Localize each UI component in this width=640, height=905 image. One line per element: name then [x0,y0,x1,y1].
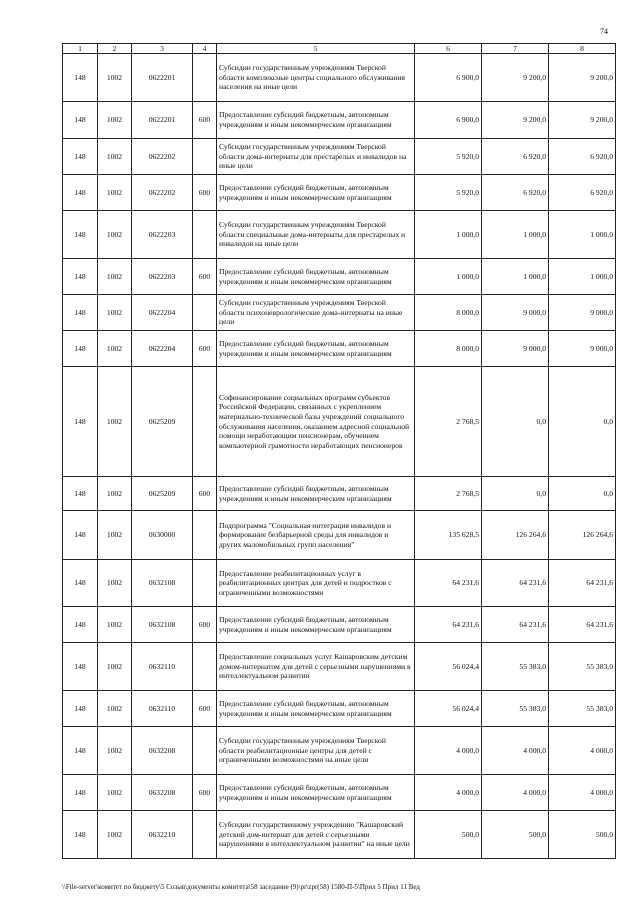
amount-col8-cell: 64 231,6 [549,607,616,643]
amount-col7-cell: 55 383,0 [482,643,549,691]
expense-type-cell [193,560,217,607]
description-cell: Предоставление субсидий бюджетным, автономным учреждениям и иным некоммерческим организациям [217,775,415,811]
description-cell: Предоставление субсидий бюджетным, автономным учреждениям и иным некоммерческим организациям [217,477,415,511]
amount-col6-cell: 64 231,6 [415,560,482,607]
expense-type-cell: 600 [193,259,217,295]
expense-type-cell: 600 [193,331,217,367]
target-code-cell: 0622201 [132,102,193,139]
description-cell: Субсидии государственным учреждениям Тверской области реабилитационные центры для детей с ограниченными возможностями на иные цели [217,727,415,775]
amount-col7-cell: 4 000,0 [482,775,549,811]
amount-col6-cell: 4 000,0 [415,727,482,775]
amount-col8-cell: 4 000,0 [549,775,616,811]
amount-col7-cell: 1 000,0 [482,259,549,295]
description-cell: Субсидии государственным учреждениям Тверской области психоневрологические дома-интернаты на иные цели [217,295,415,331]
section-code-cell: 1002 [98,811,132,859]
target-code-cell: 0622201 [132,54,193,102]
ministry-code-cell: 148 [63,691,98,727]
amount-col7-cell: 4 000,0 [482,727,549,775]
ministry-code-cell: 148 [63,607,98,643]
description-cell: Предоставление субсидий бюджетным, автономным учреждениям и иным некоммерческим организациям [217,102,415,139]
column-header: 2 [98,44,132,54]
section-code-cell: 1002 [98,295,132,331]
expense-type-cell [193,727,217,775]
expense-type-cell [193,139,217,175]
column-header: 6 [415,44,482,54]
target-code-cell: 0632110 [132,691,193,727]
expense-type-cell: 600 [193,607,217,643]
target-code-cell: 0632210 [132,811,193,859]
target-code-cell: 0632108 [132,607,193,643]
amount-col7-cell: 64 231,6 [482,560,549,607]
ministry-code-cell: 148 [63,175,98,211]
section-code-cell: 1002 [98,367,132,477]
table-row [63,211,616,259]
table-row [63,607,616,643]
section-code-cell: 1002 [98,259,132,295]
target-code-cell: 0632108 [132,560,193,607]
ministry-code-cell: 148 [63,54,98,102]
ministry-code-cell: 148 [63,211,98,259]
target-code-cell: 0625209 [132,367,193,477]
ministry-code-cell: 148 [63,643,98,691]
amount-col6-cell: 6 900,0 [415,54,482,102]
ministry-code-cell: 148 [63,102,98,139]
description-cell: Субсидии государственным учреждениям Тверской области комплексные центры социального обслуживания населения на иные цели [217,54,415,102]
amount-col7-cell: 9 200,0 [482,54,549,102]
amount-col8-cell: 1 000,0 [549,259,616,295]
header-row [63,44,616,54]
amount-col8-cell: 6 920,0 [549,175,616,211]
expense-type-cell [193,367,217,477]
amount-col7-cell: 6 920,0 [482,139,549,175]
description-cell: Предоставление субсидий бюджетным, автономным учреждениям и иным некоммерческим организациям [217,607,415,643]
amount-col6-cell: 5 920,0 [415,175,482,211]
target-code-cell: 0622203 [132,259,193,295]
amount-col7-cell: 0,0 [482,367,549,477]
description-cell: Предоставление субсидий бюджетным, автономным учреждениям и иным некоммерческим организациям [217,331,415,367]
amount-col7-cell: 9 000,0 [482,295,549,331]
description-cell: Предоставление социальных услуг Кашаровским детским домом-интернатом для детей с серьезными нарушениями в интеллектуальном развитии [217,643,415,691]
ministry-code-cell: 148 [63,811,98,859]
page-number: 74 [600,27,608,36]
table-row [63,691,616,727]
ministry-code-cell: 148 [63,560,98,607]
amount-col8-cell: 9 200,0 [549,102,616,139]
amount-col8-cell: 64 231,6 [549,560,616,607]
amount-col8-cell: 55 383,0 [549,691,616,727]
section-code-cell: 1002 [98,175,132,211]
section-code-cell: 1002 [98,139,132,175]
amount-col8-cell: 4 000,0 [549,727,616,775]
amount-col6-cell: 5 920,0 [415,139,482,175]
section-code-cell: 1002 [98,607,132,643]
table-row [63,259,616,295]
amount-col6-cell: 56 024,4 [415,691,482,727]
expense-type-cell [193,211,217,259]
table-row [63,139,616,175]
section-code-cell: 1002 [98,560,132,607]
amount-col6-cell: 8 000,0 [415,295,482,331]
target-code-cell: 0632110 [132,643,193,691]
table-row [63,54,616,102]
amount-col8-cell: 1 000,0 [549,211,616,259]
section-code-cell: 1002 [98,102,132,139]
amount-col6-cell: 6 900,0 [415,102,482,139]
expense-type-cell: 600 [193,691,217,727]
table-row [63,560,616,607]
ministry-code-cell: 148 [63,259,98,295]
table-row [63,775,616,811]
amount-col8-cell: 9 000,0 [549,331,616,367]
ministry-code-cell: 148 [63,367,98,477]
target-code-cell: 0625209 [132,477,193,511]
ministry-code-cell: 148 [63,477,98,511]
amount-col7-cell: 126 264,6 [482,511,549,560]
column-header: 5 [217,44,415,54]
ministry-code-cell: 148 [63,727,98,775]
expense-type-cell [193,54,217,102]
description-cell: Предоставление реабилитационных услуг в реабилитационных центрах для детей и подростков с ограниченными возможностями [217,560,415,607]
table-row [63,367,616,477]
description-cell: Субсидии государственному учреждению "Кашаровский детский дом-интернат для детей с серьезными нарушениями в интеллектуальном развитии" на иные цели [217,811,415,859]
section-code-cell: 1002 [98,331,132,367]
target-code-cell: 0622203 [132,211,193,259]
amount-col6-cell: 2 768,5 [415,477,482,511]
amount-col7-cell: 9 000,0 [482,331,549,367]
section-code-cell: 1002 [98,54,132,102]
amount-col8-cell: 9 000,0 [549,295,616,331]
table-row [63,811,616,859]
amount-col7-cell: 64 231,6 [482,607,549,643]
amount-col6-cell: 135 628,5 [415,511,482,560]
amount-col7-cell: 500,0 [482,811,549,859]
expense-type-cell: 600 [193,102,217,139]
table-row [63,295,616,331]
amount-col7-cell: 6 920,0 [482,175,549,211]
expense-type-cell [193,511,217,560]
ministry-code-cell: 148 [63,511,98,560]
target-code-cell: 0622204 [132,295,193,331]
expense-type-cell [193,811,217,859]
expense-type-cell: 600 [193,477,217,511]
expense-type-cell [193,295,217,331]
ministry-code-cell: 148 [63,775,98,811]
target-code-cell: 0622204 [132,331,193,367]
table-row [63,175,616,211]
section-code-cell: 1002 [98,477,132,511]
target-code-cell: 0632208 [132,775,193,811]
table-row [63,477,616,511]
amount-col6-cell: 1 000,0 [415,211,482,259]
column-header: 1 [63,44,98,54]
target-code-cell: 0622202 [132,139,193,175]
description-cell: Софинансирование социальных программ субъектов Российской Федерации, связанных с укреплением материально-технической базы учреждений социального обслуживания населения, оказанием адресной социальной помощи неработающим пенсионерам, обучением компьютерной грамотности неработающих пенсионеров [217,367,415,477]
section-code-cell: 1002 [98,511,132,560]
column-header: 8 [549,44,616,54]
budget-table [62,43,616,859]
target-code-cell: 0622202 [132,175,193,211]
amount-col6-cell: 2 768,5 [415,367,482,477]
description-cell: Подпрограмма "Социальная интеграция инвалидов и формирование безбарьерной среды для инвалидов и других маломобильных групп населения" [217,511,415,560]
section-code-cell: 1002 [98,211,132,259]
amount-col6-cell: 1 000,0 [415,259,482,295]
amount-col6-cell: 8 000,0 [415,331,482,367]
description-cell: Субсидии государственным учреждениям Тверской области специальные дома-интернаты для престарелых и инвалидов на иные цели [217,211,415,259]
section-code-cell: 1002 [98,643,132,691]
amount-col6-cell: 500,0 [415,811,482,859]
file-path-footer: \\File-server\комитет по бюджету\5 Созыв\документы комитета\58 заседание (9)\pr\zpr(58) 1580-П-5\Прил 5 Прил 11 Вед [62,883,420,891]
amount-col7-cell: 0,0 [482,477,549,511]
table-row [63,511,616,560]
ministry-code-cell: 148 [63,331,98,367]
column-header: 7 [482,44,549,54]
amount-col8-cell: 55 383,0 [549,643,616,691]
column-header: 4 [193,44,217,54]
table-body [63,54,616,859]
amount-col6-cell: 56 024,4 [415,643,482,691]
table-row [63,727,616,775]
ministry-code-cell: 148 [63,139,98,175]
amount-col7-cell: 9 200,0 [482,102,549,139]
section-code-cell: 1002 [98,775,132,811]
expense-type-cell: 600 [193,175,217,211]
amount-col8-cell: 9 200,0 [549,54,616,102]
table-row [63,331,616,367]
amount-col8-cell: 6 920,0 [549,139,616,175]
description-cell: Предоставление субсидий бюджетным, автономным учреждениям и иным некоммерческим организациям [217,691,415,727]
target-code-cell: 0632208 [132,727,193,775]
table-row [63,643,616,691]
table-row [63,102,616,139]
section-code-cell: 1002 [98,727,132,775]
expense-type-cell: 600 [193,775,217,811]
expense-type-cell [193,643,217,691]
amount-col8-cell: 0,0 [549,367,616,477]
ministry-code-cell: 148 [63,295,98,331]
column-header: 3 [132,44,193,54]
section-code-cell: 1002 [98,691,132,727]
description-cell: Субсидии государственным учреждениям Тверской области дома-интернаты для престарелых и инвалидов на иные цели [217,139,415,175]
amount-col6-cell: 64 231,6 [415,607,482,643]
description-cell: Предоставление субсидий бюджетным, автономным учреждениям и иным некоммерческим организациям [217,259,415,295]
amount-col7-cell: 55 383,0 [482,691,549,727]
amount-col6-cell: 4 000,0 [415,775,482,811]
description-cell: Предоставление субсидий бюджетным, автономным учреждениям и иным некоммерческим организациям [217,175,415,211]
amount-col8-cell: 126 264,6 [549,511,616,560]
amount-col8-cell: 500,0 [549,811,616,859]
amount-col7-cell: 1 000,0 [482,211,549,259]
amount-col8-cell: 0,0 [549,477,616,511]
target-code-cell: 0630000 [132,511,193,560]
